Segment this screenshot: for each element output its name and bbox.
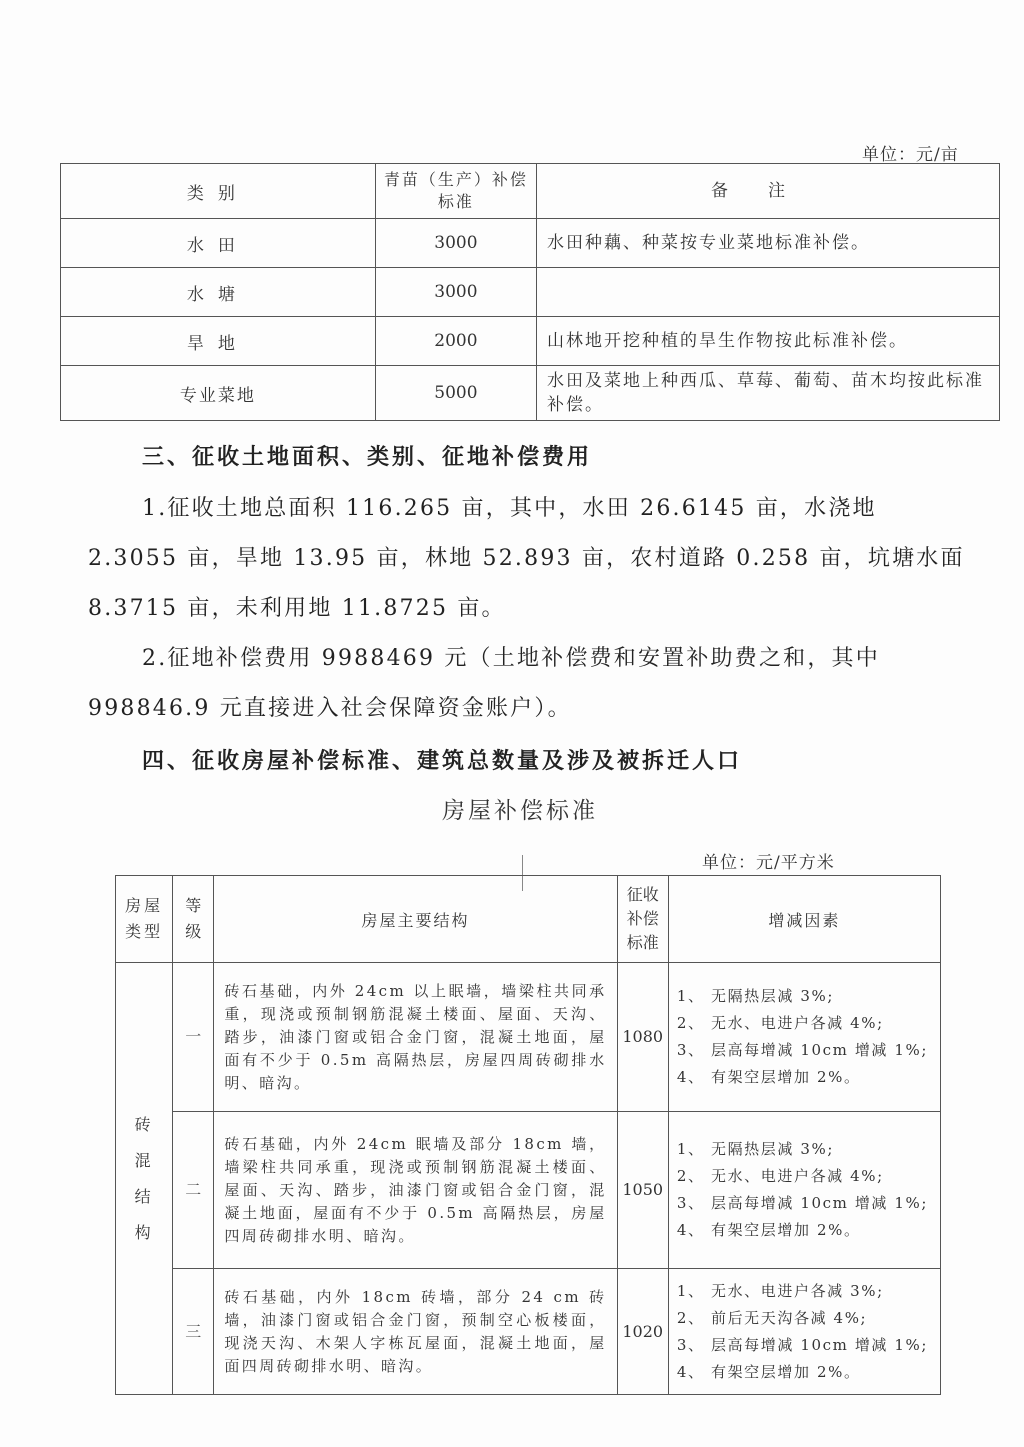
section3-title: 三、征收土地面积、类别、征地补偿费用 (142, 444, 593, 470)
table-row (61, 219, 1000, 268)
cell-factors (668, 1269, 940, 1395)
table-row (116, 1112, 941, 1269)
table-row (61, 268, 1000, 317)
house-type-char: 混 (134, 1150, 154, 1170)
factor-item: 3、 层高每增减 10cm 增减 1%; (676, 1194, 929, 1212)
cell-standard: 1020 (617, 1269, 668, 1395)
cell-note: 山林地开挖种植的旱生作物按此标准补偿。 (537, 317, 1000, 366)
table-row (61, 366, 1000, 421)
factor-item: 1、 无隔热层减 3%; (676, 987, 835, 1005)
house-type-char: 砖 (134, 1114, 154, 1134)
section3-paragraph-2: 2.征地补偿费用 9988469 元（土地补偿费和安置补助费之和，其中 998846.9 元直接进入社会保障资金账户）。 (88, 646, 880, 721)
factor-item: 4、 有架空层增加 2%。 (676, 1221, 861, 1239)
table2-unit-label: 单位：元/平方米 (702, 853, 835, 873)
cell-factors (668, 1112, 940, 1269)
table1-unit-label: 单位：元/亩 (862, 145, 959, 165)
header-standard: 青苗（生产）补偿标准 (375, 164, 536, 219)
cell-structure: 砖石基础，内外 24cm 以上眠墙，墙梁柱共同承重，现浇或预制钢筋混凝土楼面、屋面、天沟、踏步，油漆门窗或铝合金门窗，混凝土地面，屋面有不少于 0.5m 高隔热层，房屋四周砖砌排水明、暗沟。 (214, 963, 617, 1112)
cell-factors (668, 963, 940, 1112)
cell-note (537, 268, 1000, 317)
cell-standard: 2000 (375, 317, 536, 366)
table-row (116, 1269, 941, 1395)
house-type-char: 构 (134, 1222, 154, 1242)
cell-note: 水田及菜地上种西瓜、草莓、葡萄、苗木均按此标准补偿。 (537, 366, 1000, 421)
factor-item: 4、 有架空层增加 2%。 (676, 1068, 861, 1086)
header-category: 类别 (61, 164, 376, 219)
house-type-text (116, 1107, 172, 1251)
factor-item: 2、 无水、电进户各减 4%; (676, 1167, 884, 1185)
table-header-row (116, 876, 941, 963)
table-row (61, 317, 1000, 366)
table-header-row (61, 164, 1000, 219)
header-standard: 征收 补偿 标准 (617, 876, 668, 963)
header-house-type: 房屋 类型 (116, 876, 173, 963)
factor-item: 1、 无隔热层减 3%; (676, 1140, 835, 1158)
factor-item: 3、 层高每增减 10cm 增减 1%; (676, 1335, 929, 1354)
house-compensation-table (115, 875, 941, 1395)
cell-standard: 3000 (375, 219, 536, 268)
header-grade: 等 级 (173, 876, 214, 963)
cell-grade: 一 (173, 963, 214, 1112)
section4-title: 四、征收房屋补偿标准、建筑总数量及涉及被拆迁人口 (142, 748, 743, 774)
cell-category: 专业菜地 (61, 366, 376, 421)
cell-category: 旱地 (61, 317, 376, 366)
cell-structure: 砖石基础，内外 24cm 眠墙及部分 18cm 墙，墙梁柱共同承重，现浇或预制钢筋混凝土楼面、屋面、天沟、踏步，油漆门窗或铝合金门窗，混凝土地面，屋面有不少于 0.5m 高隔热层，房屋四周砖砌排水明、暗沟。 (214, 1112, 617, 1269)
cell-category: 水田 (61, 219, 376, 268)
factor-item: 3、 层高每增减 10cm 增减 1%; (676, 1041, 929, 1059)
factor-item: 1、 无水、电进户各减 3%; (676, 1281, 884, 1300)
table2-title: 房屋补偿标准 (442, 798, 598, 824)
table-row (116, 963, 941, 1112)
factor-item: 4、 有架空层增加 2%。 (676, 1362, 861, 1381)
house-type-char: 结 (134, 1186, 154, 1206)
cell-standard: 3000 (375, 268, 536, 317)
seedling-compensation-table (60, 163, 1000, 421)
header-factors: 增减因素 (668, 876, 940, 963)
section3-paragraph-1: 1.征收土地总面积 116.265 亩，其中，水田 26.6145 亩，水浇地 2.3055 亩，旱地 13.95 亩，林地 52.893 亩，农村道路 0.258 亩，坑塘水面 8.3715 亩，未利用地 11.8725 亩。 (88, 496, 965, 621)
cell-note: 水田种藕、种菜按专业菜地标准补偿。 (537, 219, 1000, 268)
factor-item: 2、 无水、电进户各减 4%; (676, 1014, 884, 1032)
cell-house-type (116, 963, 173, 1395)
cell-standard: 5000 (375, 366, 536, 421)
cell-grade: 三 (173, 1269, 214, 1395)
header-note: 备注 (537, 164, 1000, 219)
header-structure: 房屋主要结构 (214, 876, 617, 963)
factor-item: 2、 前后无天沟各减 4%; (676, 1308, 868, 1327)
cell-standard: 1080 (617, 963, 668, 1112)
cell-structure: 砖石基础，内外 18cm 砖墙，部分 24 cm 砖墙，油漆门窗或铝合金门窗，预制空心板楼面，现浇天沟、木架人字栋瓦屋面，混凝土地面，屋面四周砖砌排水明、暗沟。 (214, 1269, 617, 1395)
cell-grade: 二 (173, 1112, 214, 1269)
cell-category: 水塘 (61, 268, 376, 317)
cell-standard: 1050 (617, 1112, 668, 1269)
